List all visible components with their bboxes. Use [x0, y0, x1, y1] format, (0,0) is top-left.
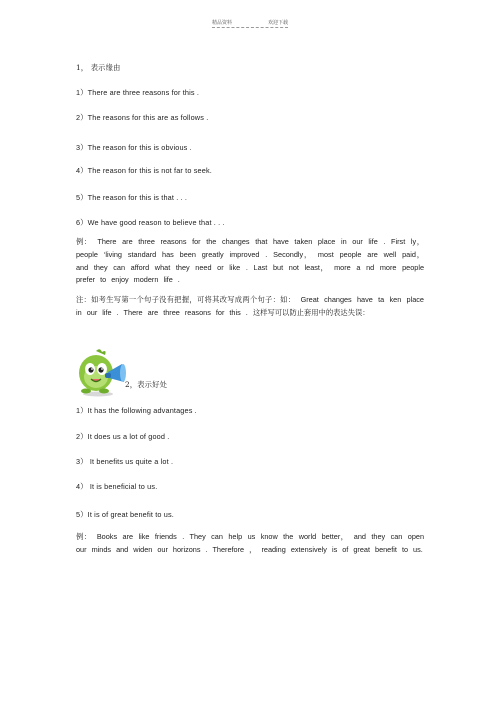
- section1-item: 3）The reason for this is obvious .: [76, 143, 192, 152]
- header-left-text: 精品资料: [212, 20, 233, 26]
- section1-item: 6）We have good reason to believe that . . .: [76, 218, 225, 227]
- section2-item: 2）It does us a lot of good .: [76, 432, 170, 441]
- section1-item: 1）There are three reasons for this .: [76, 88, 200, 97]
- section1-example: 例： There are three reasons for the changes that have taken place in our life . First ly， people ‘living standard has been greatly improved . Secondly， most people are well paid， and they can afford what they need or like . Last but not least， more a nd more people prefer to enjoy modern life .: [76, 237, 424, 285]
- section2-item: 1）It has the following advantages .: [76, 406, 197, 415]
- section2-item: 4） It is beneficial to us.: [76, 482, 158, 491]
- mascot-megaphone-icon: [74, 347, 128, 397]
- section1-item: 5）The reason for this is that . . .: [76, 193, 188, 202]
- section1-item: 2）The reasons for this are as follows .: [76, 113, 209, 122]
- section2-example: 例： Books are like friends . They can help us know the world better， and they can open our minds and widen our horizons . Therefore ， reading extensively is of great benefit to us.: [76, 532, 424, 554]
- section1-note: 注：如考生写第一个句子没有把握，可将其改写成两个句子：如： Great changes have ta ken place in our life . There are three reasons for this . 这样写可以防止套用中的表达失误：: [76, 295, 424, 317]
- section2-title: 2，表示好处: [125, 380, 168, 389]
- section1-title: 1， 表示缘由: [76, 63, 121, 72]
- page-header: [212, 19, 288, 31]
- section1-item: 4）The reason for this is not far to seek.: [76, 166, 212, 175]
- header-divider: [212, 27, 288, 28]
- section2-item: 3） It benefits us quite a lot .: [76, 457, 174, 466]
- section2-item: 5）It is of great benefit to us.: [76, 510, 174, 519]
- header-right-text: 欢迎下载: [267, 20, 288, 26]
